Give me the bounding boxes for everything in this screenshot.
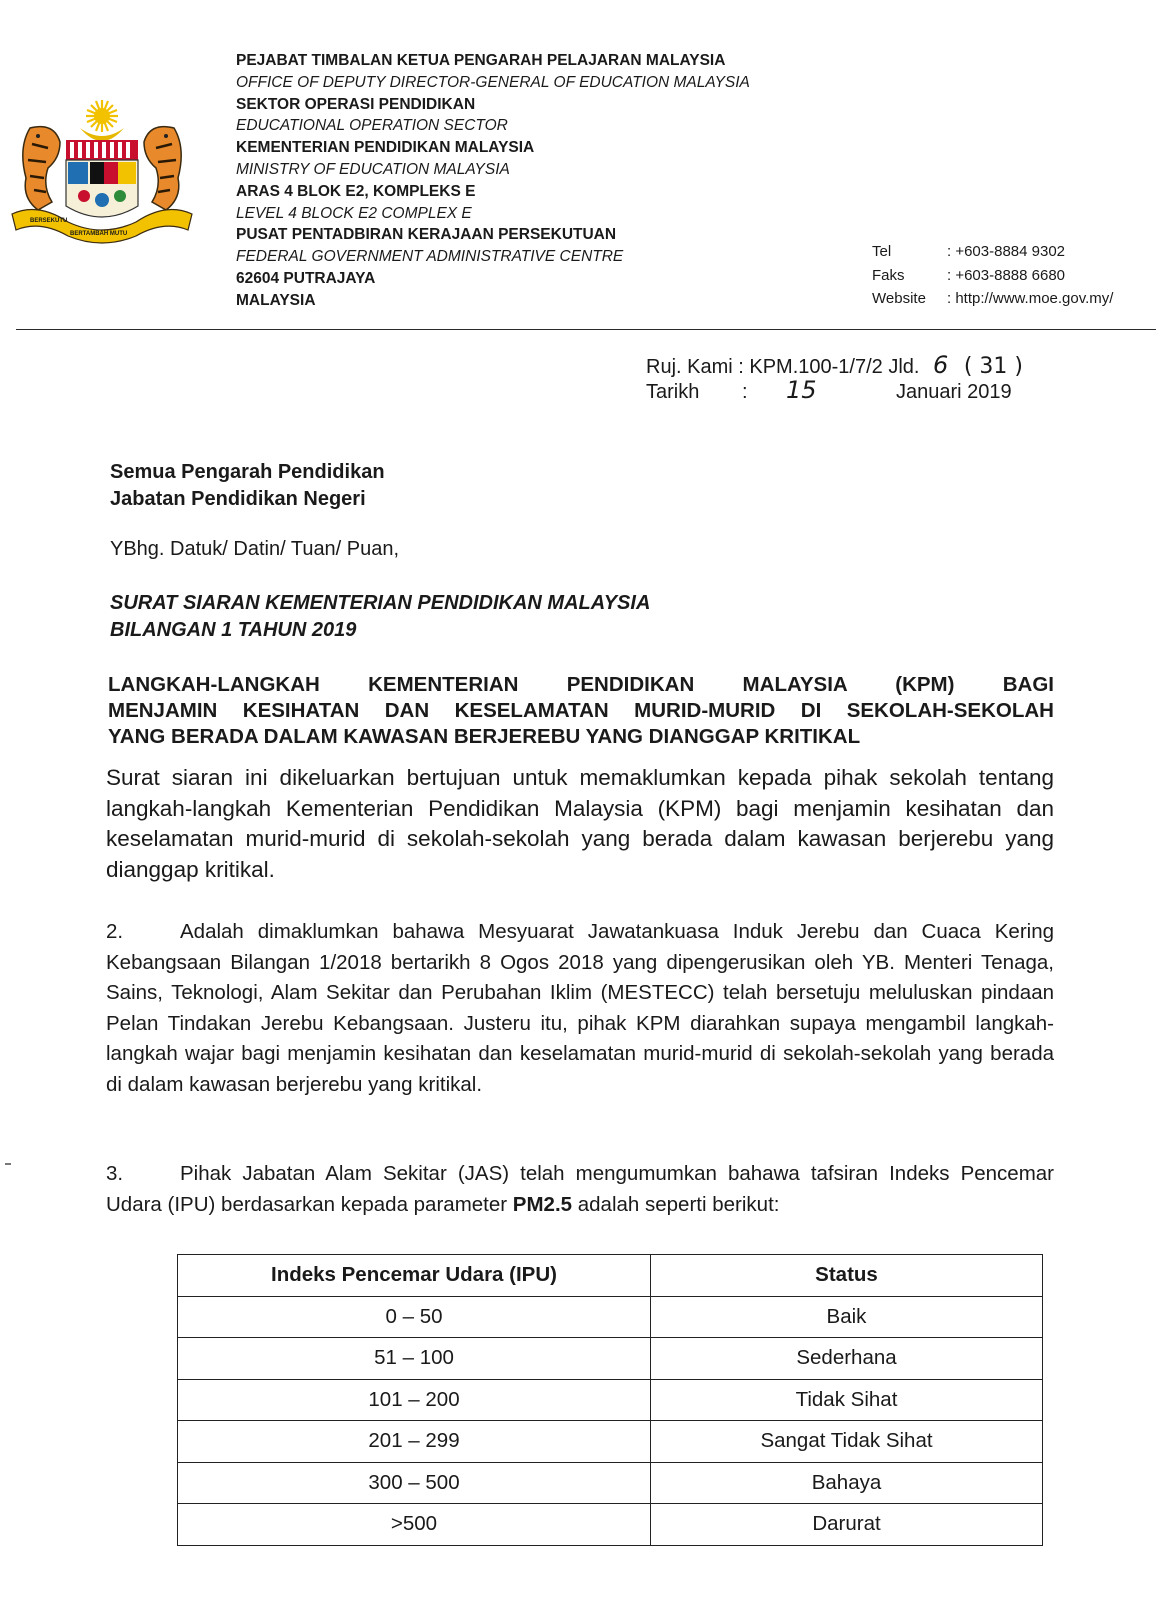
date-label: Tarikh [646,381,700,403]
salutation: YBhg. Datuk/ Datin/ Tuan/ Puan, [110,538,400,560]
recipient-line1: Semua Pengarah Pendidikan [110,461,385,483]
coat-of-arms-logo [8,98,196,248]
paragraph-1: Surat siaran ini dikeluarkan bertujuan untuk memaklumkan kepada pihak sekolah tentang langkah-langkah Kementerian Pendidikan Malaysia (KPM) bagi menjamin kesihatan dan keselamatan murid-murid di sekolah-sekolah yang berada dalam kawasan berjerebu yang dianggap kritikal. [106,765,1054,882]
subject-line2: MENJAMIN KESIHATAN DAN KESELAMATAN MURID-MURID DI SEKOLAH-SEKOLAH [108,699,1054,722]
fax-label: Faks [872,266,905,284]
motto-left-text: BERSEKUTU [30,218,68,224]
crest-star [86,100,118,132]
table-row [178,1296,1043,1338]
table-header-ipu: Indeks Pencemar Udara (IPU) [178,1255,651,1297]
letterhead-line: EDUCATIONAL OPERATION SECTOR [236,117,508,135]
website-value: : http://www.moe.gov.my/ [947,290,1114,307]
date-day: 15 [786,376,817,404]
fax-value: : +603-8888 6680 [947,266,1066,284]
ipu-range-cell: 101 – 200 [178,1379,651,1421]
subject-heading [108,672,1054,750]
jld-number: 6 [933,351,949,379]
paragraph-3 [106,1159,1054,1220]
table-header-status: Status [651,1255,1043,1297]
status-cell: Sangat Tidak Sihat [651,1421,1043,1463]
paragraph-2-text: Adalah dimaklumkan bahawa Mesyuarat Jawatankuasa Induk Jerebu dan Cuaca Kering Kebangsaan Bilangan 1/2018 bertarikh 8 Ogos 2018 yang dipengerusikan oleh YB. Menteri Tenaga, Sains, Teknologi, Alam Sekitar dan Perubahan Iklim (MESTECC) telah bersetuju meluluskan pindaan Pelan Tindakan Jerebu Kebangsaan. Justeru itu, pihak KPM diarahkan supaya mengambil langkah-langkah wajar bagi menjamin kesihatan dan keselamatan murid-murid di sekolah-sekolah yang berada di dalam kawasan berjerebu yang kritikal. [106,920,1054,1096]
ipu-range-cell: >500 [178,1504,651,1546]
letterhead-line: MALAYSIA [236,291,316,309]
tel-label: Tel [872,243,892,260]
tiger-left-icon [23,127,60,210]
circular-line2: BILANGAN 1 TAHUN 2019 [110,619,357,641]
ipu-range-cell: 300 – 500 [178,1462,651,1504]
table-row [178,1504,1043,1546]
letterhead-line: SEKTOR OPERASI PENDIDIKAN [236,95,476,113]
letterhead-address [236,50,750,312]
crest-shield [66,140,138,217]
date-month-year: Januari 2019 [896,381,1012,403]
ipu-range-cell: 51 – 100 [178,1338,651,1380]
letterhead-line: LEVEL 4 BLOCK E2 COMPLEX E [236,204,472,222]
letterhead-line: PUSAT PENTADBIRAN KERAJAAN PERSEKUTUAN [236,226,617,244]
letterhead-line: 62604 PUTRAJAYA [236,269,376,287]
tel-row [872,240,1113,264]
circular-line1: SURAT SIARAN KEMENTERIAN PENDIDIKAN MALAYSIA [110,592,651,614]
paragraph-3-number: 3. [106,1162,124,1185]
contact-block [872,240,1113,311]
website-label: Website [872,290,926,307]
letterhead-line: KEMENTERIAN PENDIDIKAN MALAYSIA [236,139,535,157]
ipu-range-cell: 201 – 299 [178,1421,651,1463]
table-row [178,1421,1043,1463]
recipient-block [110,459,385,513]
table-row [178,1462,1043,1504]
reference-label: Ruj. Kami : KPM.100-1/7/2 Jld. [646,356,920,378]
letterhead-line: OFFICE OF DEPUTY DIRECTOR-GENERAL OF EDUCATION MALAYSIA [236,73,750,91]
status-cell: Sederhana [651,1338,1043,1380]
letterhead-line: PEJABAT TIMBALAN KETUA PENGARAH PELAJARAN MALAYSIA [236,52,726,69]
status-cell: Baik [651,1296,1043,1338]
motto-right-text: BERTAMBAH MUTU [70,231,128,237]
tiger-right-icon [144,127,181,210]
date-row [646,376,1023,406]
paragraph-3-text-a: Pihak Jabatan Alam Sekitar (JAS) telah mengumumkan bahawa tafsiran Indeks Pencemar Udara (IPU) berdasarkan kepada parameter [106,1162,1054,1216]
paragraph-3-text-b: adalah seperti berikut: [577,1192,780,1216]
status-cell: Tidak Sihat [651,1379,1043,1421]
tel-value: : +603-8884 9302 [947,243,1066,260]
table-row [178,1379,1043,1421]
letterhead-line: FEDERAL GOVERNMENT ADMINISTRATIVE CENTRE [236,248,624,266]
margin-mark [5,1163,11,1165]
letterhead-line: MINISTRY OF EDUCATION MALAYSIA [236,160,510,178]
ipu-range-cell: 0 – 50 [178,1296,651,1338]
header-divider [16,329,1156,330]
date-colon: : [742,381,748,403]
subject-line3: YANG BERADA DALAM KAWASAN BERJEREBU YANG DIANGGAP KRITIKAL [108,725,861,748]
reference-row [646,352,1023,379]
paragraph-2-number: 2. [106,920,124,943]
recipient-line2: Jabatan Pendidikan Negeri [110,488,366,510]
website-row [872,287,1113,311]
paragraph-2 [106,917,1054,1100]
status-cell: Bahaya [651,1462,1043,1504]
subject-line1: LANGKAH-LANGKAH KEMENTERIAN PENDIDIKAN MALAYSIA (KPM) BAGI [108,673,1054,696]
reference-block [646,352,1023,406]
table-row [178,1338,1043,1380]
paragraph-3-param: PM2.5 [512,1192,573,1216]
letterhead-line: ARAS 4 BLOK E2, KOMPLEKS E [236,182,476,200]
circular-title [110,590,650,644]
folio-number: ( 31 ) [963,354,1024,379]
fax-row [872,264,1113,288]
status-cell: Darurat [651,1504,1043,1546]
table-header-row [178,1255,1043,1297]
ipu-table [177,1254,1043,1546]
